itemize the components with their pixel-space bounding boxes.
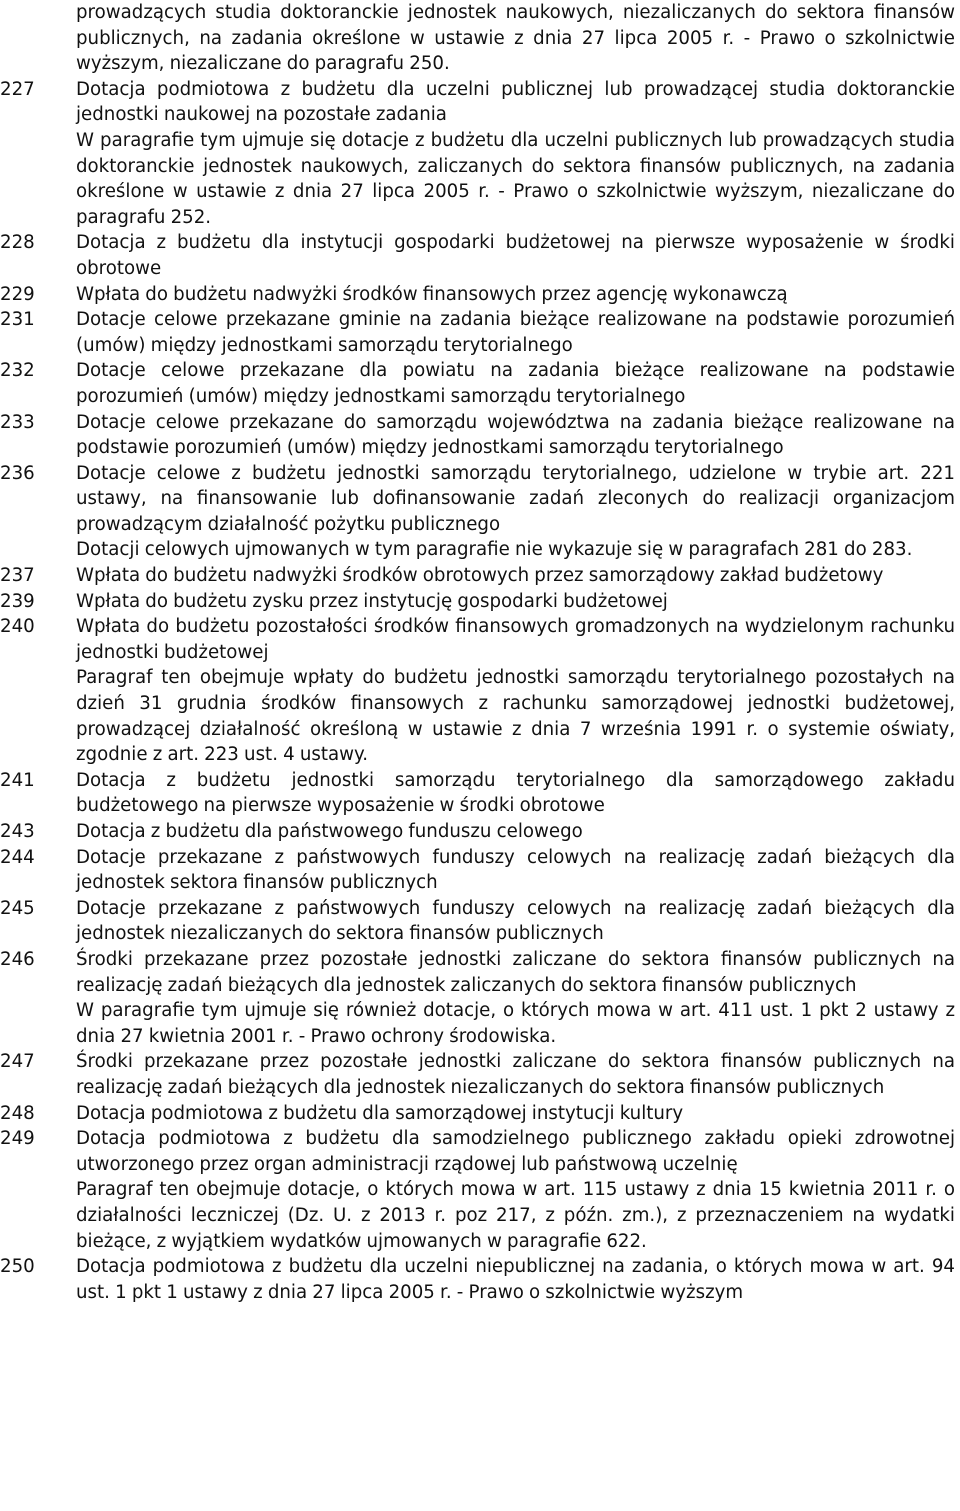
entry-text [76,282,955,308]
entry-number: 229 [0,283,35,305]
entry-text [76,1101,955,1127]
entry-number: 249 [0,1128,35,1150]
code-entry [0,230,960,281]
entry-title: Wpłata do budżetu nadwyżki środków obrotowych przez samorządowy zakład budżetowy [76,565,884,587]
entry-number: 233 [0,411,35,433]
entry-text [76,563,955,589]
entry-title: Środki przekazane przez pozostałe jednostki zaliczane do sektora finansów publicznych na realizację zadań bieżących dla jednostek niezaliczanych do sektora finansów publicznych [76,1051,955,1098]
code-entry [0,614,960,768]
code-entry [0,358,960,409]
entry-title: Dotacje celowe przekazane gminie na zadania bieżące realizowane na podstawie porozumień (umów) między jednostkami samorządu terytorialnego [76,309,955,356]
code-entry [0,896,960,947]
entry-text [76,0,955,77]
entry-number: 246 [0,948,35,970]
code-entry [0,845,960,896]
entry-text [76,614,955,768]
entry-number: 239 [0,590,35,612]
entry-title: Środki przekazane przez pozostałe jednostki zaliczane do sektora finansów publicznych na realizację zadań bieżących dla jednostek zaliczanych do sektora finansów publicznych [76,948,955,996]
entry-number: 228 [0,232,35,254]
entry-number: 243 [0,821,35,842]
entry-number: 236 [0,462,35,484]
entry-title: Dotacja z budżetu jednostki samorządu terytorialnego dla samorządowego zakładu budżetowego na pierwsze wyposażenie w środki obrotowe [76,769,955,817]
code-entry [0,1101,960,1127]
code-entry [0,819,960,845]
entry-text [76,947,955,1049]
entry-note: Dotacji celowych ujmowanych w tym paragrafie nie wykazuje się w paragrafach 281 do 283. [76,539,913,561]
entry-text [76,768,955,819]
entry-number: 232 [0,360,35,382]
entry-text [76,589,955,615]
code-entry [0,1126,960,1254]
entry-text [76,77,955,231]
entry-text [76,461,955,563]
entry-text [76,307,955,358]
code-entry [0,282,960,308]
entry-number: 248 [0,1102,35,1124]
entry-number: 231 [0,309,35,331]
entry-number: 250 [0,1256,35,1278]
entry-title: Dotacje celowe przekazane dla powiatu na zadania bieżące realizowane na podstawie porozumień (umów) między jednostkami samorządu terytorialnego [76,360,955,407]
entry-title: Dotacja z budżetu dla państwowego funduszu celowego [76,821,583,842]
entry-number: 241 [0,769,35,791]
code-entry [0,0,960,77]
code-entry [0,1254,960,1305]
code-entry [0,589,960,615]
entry-title: Dotacja podmiotowa z budżetu dla samodzielnego publicznego zakładu opieki zdrowotnej utworzonego przez organ administracji rządowej lub państwową uczelnię [76,1128,955,1175]
entry-text [76,819,955,845]
entry-text [76,1254,955,1305]
entry-text [76,1049,955,1100]
entry-title: prowadzących studia doktoranckie jednostek naukowych, niezaliczanych do sektora finansów publicznych, na zadania określone w ustawie z dnia 27 lipca 2005 r. - Prawo o szkolnictwie wyższym, niezaliczane do paragrafu 250. [76,2,955,75]
code-entry [0,77,960,231]
entry-title: Dotacja z budżetu dla instytucji gospodarki budżetowej na pierwsze wyposażenie w środki obrotowe [76,232,955,279]
code-entry [0,768,960,819]
code-entry [0,410,960,461]
entry-number: 237 [0,565,35,587]
entry-text [76,358,955,409]
entry-note: W paragrafie tym ujmuje się dotacje z budżetu dla uczelni publicznych lub prowadzących studia doktoranckie jednostek naukowych, zaliczanych do sektora finansów publicznych, na zadania określone w ustawie z dnia 27 lipca 2005 r. - Prawo o szkolnictwie wyższym, niezaliczane do paragrafu 252. [76,129,955,228]
code-entry [0,461,960,563]
entry-text [76,410,955,461]
entry-number: 247 [0,1051,35,1073]
entry-title: Dotacja podmiotowa z budżetu dla samorządowej instytucji kultury [76,1102,684,1124]
code-entry [0,1049,960,1100]
entry-number: 244 [0,846,35,868]
entry-title: Dotacje przekazane z państwowych funduszy celowych na realizację zadań bieżących dla jednostek sektora finansów publicznych [76,846,955,894]
entry-title: Dotacja podmiotowa z budżetu dla uczelni niepublicznej na zadania, o których mowa w art. 94 ust. 1 pkt 1 ustawy z dnia 27 lipca 2005 r. - Prawo o szkolnictwie wyższym [76,1256,955,1303]
entry-title: Dotacje celowe z budżetu jednostki samorządu terytorialnego, udzielone w trybie art. 221 ustawy, na finansowanie lub dofinansowanie zadań zleconych do realizacji organizacjom prowadzącym działalność pożytku publicznego [76,462,955,535]
entry-text [76,230,955,281]
entry-note: W paragrafie tym ujmuje się również dotacje, o których mowa w art. 411 ust. 1 pkt 2 ustawy z dnia 27 kwietnia 2001 r. - Prawo ochrony środowiska. [76,1000,955,1047]
code-entry [0,947,960,1049]
entry-text [76,1126,955,1254]
entry-note: Paragraf ten obejmuje dotacje, o których mowa w art. 115 ustawy z dnia 15 kwietnia 2011 r. o działalności leczniczej (Dz. U. z 2013 r. poz 217, z późn. zm.), z przeznaczeniem na wydatki bieżące, z wyjątkiem wydatków ujmowanych w paragrafie 622. [76,1179,955,1252]
entry-note: Paragraf ten obejmuje wpłaty do budżetu jednostki samorządu terytorialnego pozostałych na dzień 31 grudnia środków finansowych z rachunku samorządowej jednostki budżetowej, prowadzącej działalność określoną w ustawie z dnia 7 września 1991 r. o systemie oświaty, zgodnie z art. 223 ust. 4 ustawy. [76,667,955,766]
entry-title: Dotacje celowe przekazane do samorządu województwa na zadania bieżące realizowane na podstawie porozumień (umów) między jednostkami samorządu terytorialnego [76,411,955,459]
entry-text [76,896,955,947]
entry-number: 240 [0,616,35,638]
entry-number: 245 [0,897,35,919]
code-entry [0,307,960,358]
entry-number: 227 [0,78,35,100]
entry-title: Wpłata do budżetu pozostałości środków finansowych gromadzonych na wydzielonym rachunku jednostki budżetowej [76,616,955,663]
entry-title: Wpłata do budżetu zysku przez instytucję gospodarki budżetowej [76,590,668,612]
code-entry [0,563,960,589]
entry-text [76,845,955,896]
entry-title: Dotacja podmiotowa z budżetu dla uczelni publicznej lub prowadzącej studia doktoranckie jednostki naukowej na pozostałe zadania [76,78,955,126]
entry-title: Wpłata do budżetu nadwyżki środków finansowych przez agencję wykonawczą [76,283,788,305]
entry-title: Dotacje przekazane z państwowych funduszy celowych na realizację zadań bieżących dla jednostek niezaliczanych do sektora finansów publicznych [76,897,955,945]
